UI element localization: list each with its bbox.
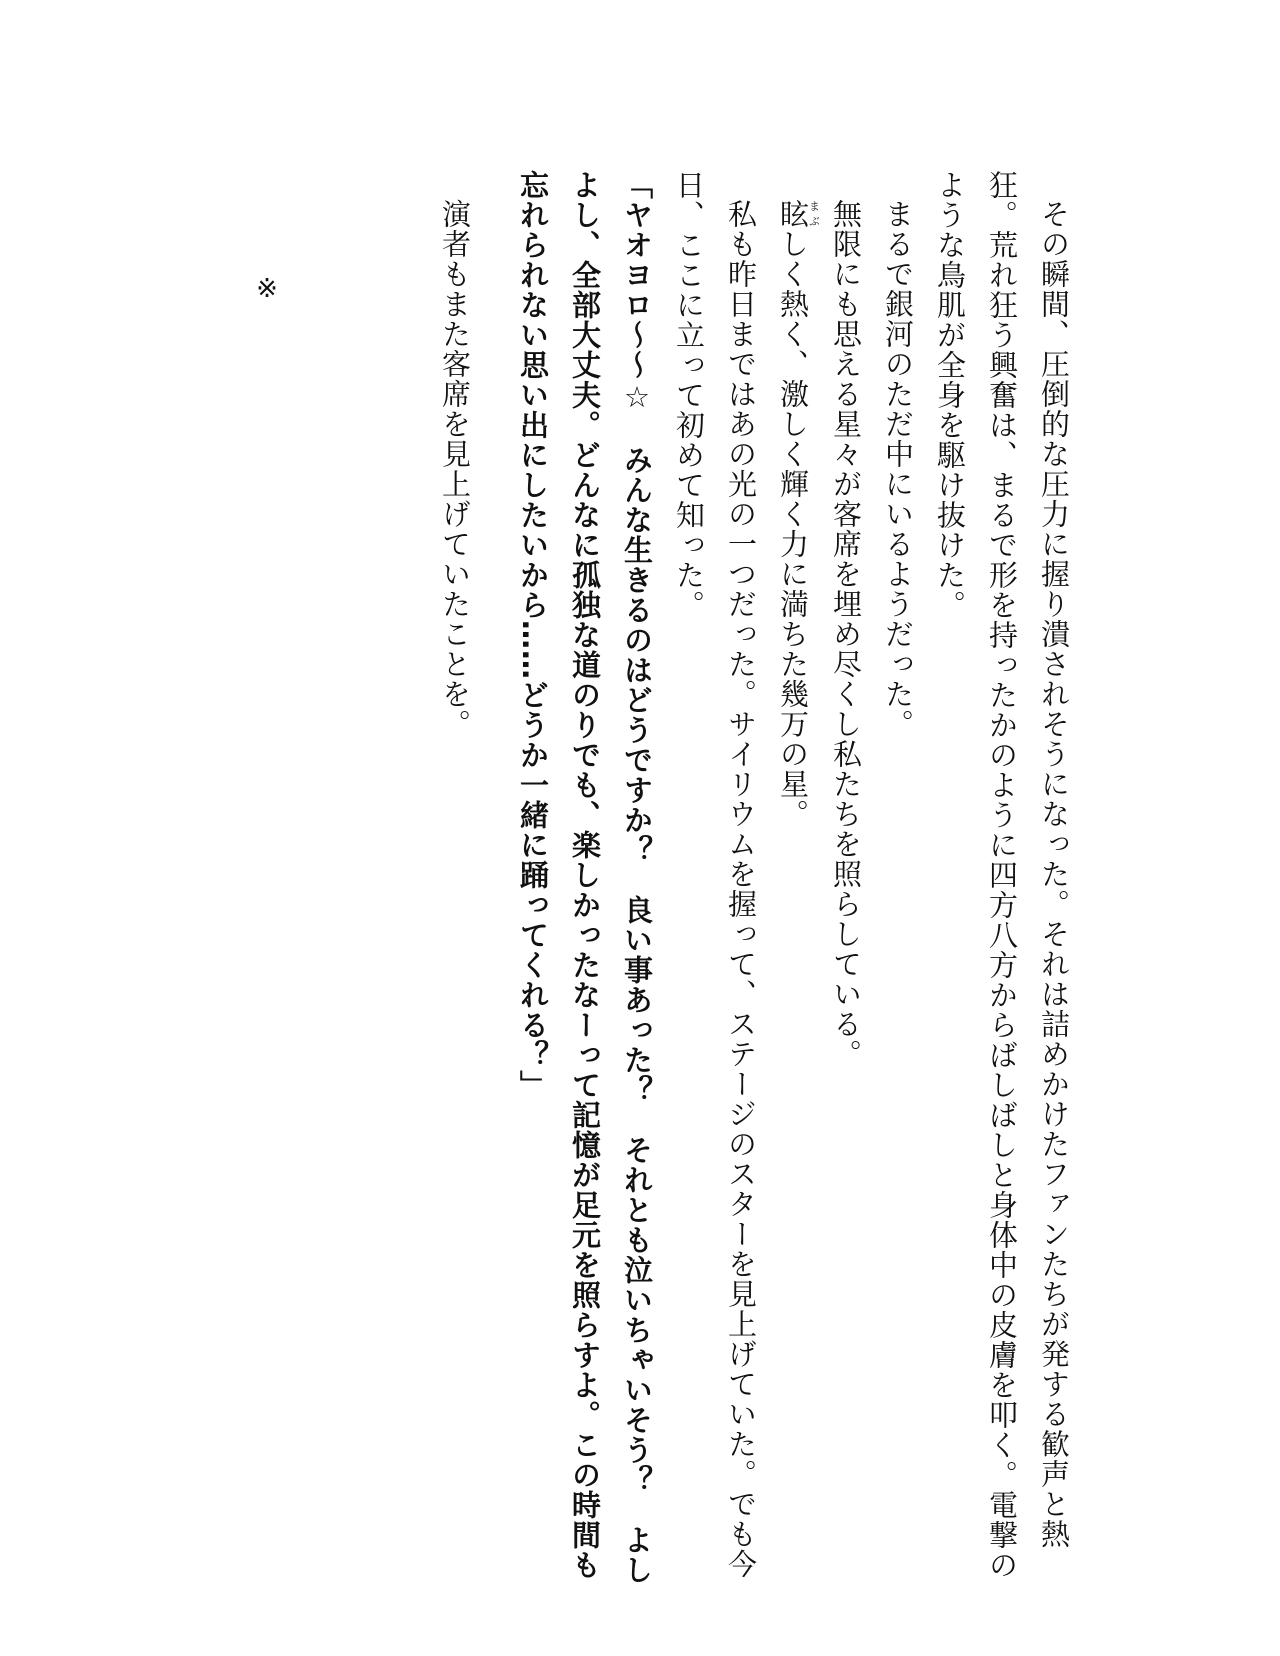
ruby-reading: まぶ — [807, 199, 821, 229]
paragraph-7: 演者もまた客席を見上げていたことを。 — [438, 199, 472, 739]
paragraph-5: 私も昨日まではあの光の一つだった。サイリウムを握って、ステージのスターを見上げていた。でも今日、ここに立って初めて知った。 — [672, 170, 758, 1579]
paragraph-4-text: しく熱く、激しく輝く力に満ちた幾万の星。 — [776, 229, 810, 829]
section-break-mark: ※ — [256, 274, 278, 304]
paragraph-4 — [767, 170, 820, 1590]
paragraph-3: 無限にも思える星々が客席を埋め尽くし私たちを照らしている。 — [829, 199, 863, 1069]
paragraph-2: まるで銀河のただ中にいるようだった。 — [881, 199, 915, 739]
dialogue-paragraph: 「ヤオヨロ〜〜☆ みんな生きるのはどうですか？ 良い事あった？ それとも泣いちゃいそう？ よしよし、全部大丈夫。どんなに孤独な道のりでも、楽しかったなーって記憶が足元を照らすよ。この時間も忘れられない思い出にしたいから……どうか一緒に踊ってくれる？」 — [516, 170, 654, 1585]
ruby-base: 眩 — [776, 199, 810, 229]
ruby-word — [776, 199, 821, 229]
paragraph-1: その瞬間、圧倒的な圧力に握り潰されそうになった。それは詰めかけたファンたちが発する歓声と熱狂。荒れ狂う興奮は、まるで形を持ったかのように四方八方からばしばしと身体中の皮膚を叩く。電撃のような鳥肌が全身を駆け抜けた。 — [933, 170, 1071, 1580]
vertical-text-body — [403, 170, 1080, 1590]
